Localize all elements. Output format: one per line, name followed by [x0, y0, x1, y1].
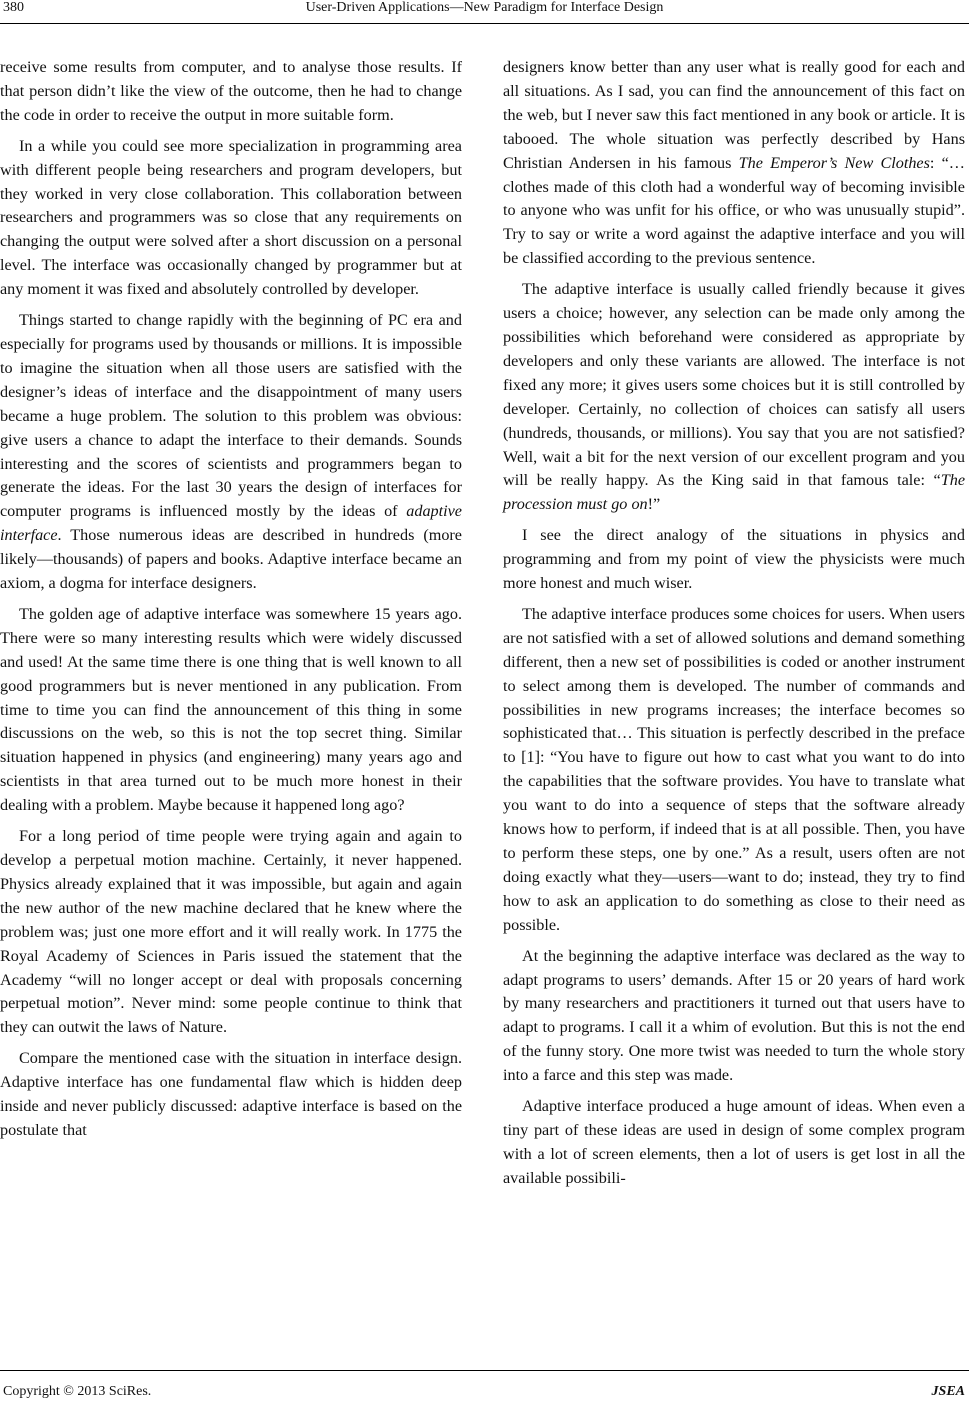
text-run: !”	[647, 495, 661, 514]
paragraph: I see the direct analogy of the situations in physics and programming and from my point of view the physicists were much more honest and much wiser.	[503, 526, 965, 593]
footer-rule	[0, 1370, 969, 1371]
text-run: The adaptive interface is usually called friendly because it gives users a choice; however, any selection can be made only among the possibilities which beforehand were considered as appropriate by developers and only these variants are allowed. The interface is not fixed any more; it gives users some choices but it is still controlled by developer. Certainly, no collection of choices can satisfy all users (hundreds, thousands, or millions). You say that you are not satisfied? Well, wait a bit for the next version of our excellent program and you will be really happy. As the King said in that famous tale: “	[503, 280, 965, 490]
paragraph: In a while you could see more specialization in programming area with different people being researchers and program developers, but they worked in very close collaboration. This collaboration between researchers and programmers was so close that any requirements on changing the output were solved after a short discussion on a personal level. The interface was occasionally changed by programmer but at any moment it was fixed and absolutely controlled by developer.	[0, 136, 462, 299]
emphasis-text: The procession must go on	[503, 471, 965, 514]
emphasis-text: The Emperor’s New Clothes	[738, 153, 930, 172]
paragraph	[0, 309, 462, 596]
right-column	[503, 56, 965, 1198]
page-footer	[0, 1370, 969, 1400]
header-rule	[0, 23, 969, 24]
paragraph: For a long period of time people were trying again and again to develop a perpetual motion machine. Certainly, it never happened. Physics already explained that it was impossible, but again and again the new author of the new machine declared that he knew where the problem was; just one more effort and it will really work. In 1775 the Royal Academy of Sciences in Paris issued the statement that the Academy “will no longer accept or deal with proposals concerning perpetual motion”. Never mind: some people continue to think that they can outwit the laws of Nature.	[0, 827, 462, 1037]
paragraph: At the beginning the adaptive interface was declared as the way to adapt programs to users’ demands. After 15 or 20 years of hard work by many researchers and practitioners it turned out that users have to adapt to programs. I call it a whim of evolution. But this is not the end of the funny story. One more twist was needed to turn the whole story into a farce and this step was made.	[503, 946, 965, 1085]
paragraph	[503, 278, 965, 517]
text-run: Things started to change rapidly with the beginning of PC era and especially for programs used by thousands or millions. It is impossible to imagine the situation when all those users are satisfied with the designer’s ideas of interface and the disappointment of many users became a huge problem. The solution to this problem was obvious: give users a chance to adapt the interface to their demands. Sounds interesting and the scores of scientists and programmers began to generate the ideas. For the last 30 years the design of interfaces for computer programs is influenced mostly by the ideas of	[0, 311, 462, 521]
left-column	[0, 56, 462, 1150]
paragraph: Compare the mentioned case with the situation in interface design. Adaptive interface has one fundamental flaw which is hidden deep inside and never publicly discussed: adaptive interface is based on the postulate that	[0, 1049, 462, 1139]
paragraph: Adaptive interface produced a huge amount of ideas. When even a tiny part of these ideas are used in design of some complex program with a lot of screen elements, then a lot of users is get lost in all the available possibili-	[503, 1097, 965, 1187]
paragraph: The golden age of adaptive interface was somewhere 15 years ago. There were so many interesting results which were widely discussed and used! At the same time there is one thing that is well known to all good programmers but is never mentioned in any publication. From time to time you can find the announcement of this thing in some discussions on the web, so this is not the top secret thing. Similar situation happened in physics (and engineering) many years ago and scientists in that area turned out to be much more honest in their dealing with a problem. Maybe because it happened long ago?	[0, 604, 462, 815]
text-run: : “…clothes made of this cloth had a wonderful way of becoming invisible to anyone who was unfit for his office, or who was unusually stupid”. Try to say or write a word against the adaptive interface and you will be classified according to the previous sentence.	[503, 153, 965, 268]
page-number: 380	[3, 0, 24, 15]
page-header	[0, 0, 969, 30]
paragraph	[503, 56, 965, 271]
paragraph: The adaptive interface produces some choices for users. When users are not satisfied with a set of allowed solutions and demand something different, then a new set of possibilities is coded or another instrument to select among them is developed. The number of commands and possibilities in new programs increases; the interface becomes so sophisticated that… This situation is perfectly described in the preface to [1]: “You have to figure out how to cast what you want to do into the capabilities that the software provides. You have to translate what you want to do into a sequence of steps that the software already knows how to perform, if indeed that is at all possible. Then, you have to perform these steps, one by one.” As a result, users often are not doing exactly what they—users—want to do; instead, they try to find how to ask an application to do something as close to their need as possible.	[503, 604, 965, 934]
text-run: . Those numerous ideas are described in hundreds (more likely—thousands) of papers and books. Adaptive interface became an axiom, a dogma for interface designers.	[0, 526, 462, 593]
copyright-notice: Copyright © 2013 SciRes.	[3, 1384, 152, 1399]
emphasis-text: adaptive interface	[0, 502, 462, 545]
text-run: designers know better than any user what is really good for each and all situations. As I sad, you can find the announcement of this fact on the web, but I never saw this fact mentioned in any book or article. It is tabooed. The whole situation was perfectly described by Hans Christian Andersen in his famous	[503, 58, 965, 172]
journal-abbreviation: JSEA	[931, 1384, 965, 1399]
paragraph: receive some results from computer, and to analyse those results. If that person didn’t like the view of the outcome, then he had to change the code in order to receive the output in more suitable form.	[0, 58, 462, 124]
running-title: User-Driven Applications—New Paradigm for Interface Design	[305, 0, 664, 15]
